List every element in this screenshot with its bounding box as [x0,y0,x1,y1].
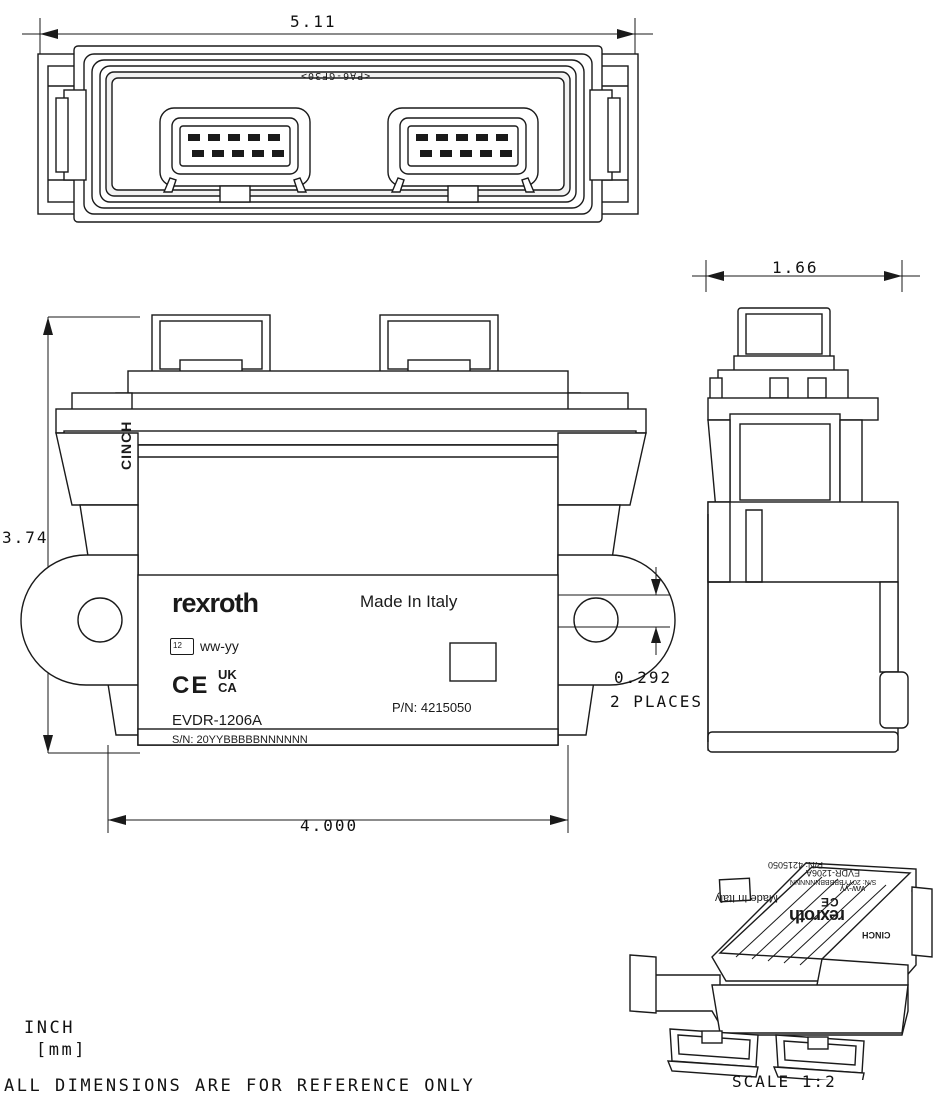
date-code-label: ww-yy [200,638,239,654]
serial-label: S/N: 20YYBBBBBNNNNNN [172,734,308,746]
units-secondary-label: [mm] [36,1040,87,1060]
origin-label: Made In Italy [360,592,458,611]
side-view [690,252,940,772]
housing-material-marking: <PA6-GF30> [300,70,371,81]
ukca-mark [218,668,237,694]
iso-connector-brand-label: CINCH [862,930,891,940]
iso-origin-label: Made In Italy [715,892,778,904]
iso-brand-label: rexroth [790,906,846,926]
units-primary-label: INCH [24,1018,75,1038]
model-label: EVDR-1206A [172,712,263,729]
top-view [20,8,660,258]
front-view [20,305,680,845]
part-number-label: P/N: 4215050 [392,700,472,715]
dimension-side-width: 1.66 [772,258,819,277]
brand-label: rexroth [172,588,259,618]
iso-view [616,835,936,1080]
iso-model-label: EVDR-1206A [806,868,861,878]
ce-mark: CE [172,672,210,699]
dimension-mount-offset: 0.292 [614,668,673,687]
connector-brand-label: CINCH [118,420,134,470]
ukca-mark-line2: CA [218,680,237,695]
scale-label: SCALE 1:2 [732,1072,837,1091]
iso-ce-mark: CE [820,895,839,909]
iso-serial-label: S/N: 20YYBBBBBNNNNNN [790,878,877,885]
calendar-icon: 12 [170,638,194,655]
reference-note: ALL DIMENSIONS ARE FOR REFERENCE ONLY [4,1076,476,1096]
iso-part-number-label: P/N: 4215050 [768,860,824,870]
iso-date-code-label: ww-yy [840,884,865,894]
dimension-mount-offset-note: 2 PLACES [610,692,704,711]
dimension-front-height: 3.74 [2,528,49,547]
dimension-top-width: 5.11 [290,12,337,31]
dimension-front-width: 4.000 [300,816,359,835]
ukca-mark-line1: UK [218,667,237,682]
